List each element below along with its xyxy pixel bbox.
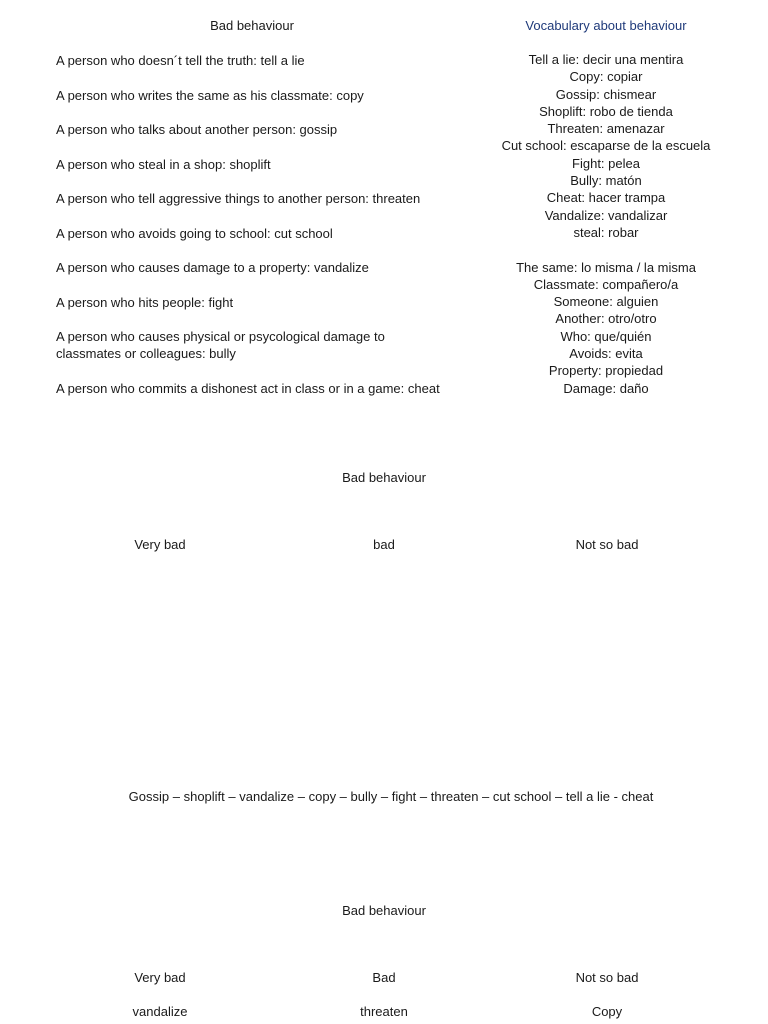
vocabulary-item: Who: que/quién: [560, 328, 652, 344]
definitions-list: [56, 52, 456, 397]
vocabulary-item: Classmate: compañero/a: [533, 276, 679, 292]
definition-item: A person who tell aggressive things to another person: threaten: [56, 191, 421, 206]
definitions-column: [56, 17, 456, 414]
definition-item: A person who steal in a shop: shoplift: [56, 156, 271, 172]
answer-not-so-bad: Copy: [591, 1004, 623, 1019]
vocabulary-item: Fight: pelea: [572, 155, 640, 171]
definition-item: A person who hits people: fight: [56, 294, 234, 310]
vocabulary-item: Someone: alguien: [553, 294, 659, 310]
vocabulary-item: steal: robar: [573, 224, 639, 240]
category-bad: Bad: [372, 970, 396, 985]
section2-title: Bad behaviour: [342, 903, 426, 918]
vocabulary-item: Copy: copiar: [569, 69, 643, 85]
definition-item: A person who doesn´t tell the truth: tell a lie: [56, 53, 305, 68]
definition-item: A person who commits a dishonest act in class or in a game: cheat: [56, 380, 440, 396]
vocabulary-item: Cut school: escaparse de la escuela: [501, 138, 711, 154]
definition-item: A person who writes the same as his classmate: copy: [56, 87, 364, 103]
category-very-bad: Very bad: [134, 970, 186, 985]
definition-item: A person who avoids going to school: cut school: [56, 225, 333, 241]
definition-item: A person who talks about another person: gossip: [56, 122, 338, 137]
category-not-so-bad: Not so bad: [575, 537, 639, 552]
category-very-bad: Very bad: [134, 537, 186, 552]
definitions-title: Bad behaviour: [210, 18, 294, 33]
vocabulary-item: Gossip: chismear: [555, 86, 657, 102]
vocabulary-list: [486, 51, 726, 397]
definition-item: A person who causes physical or psycological damage to classmates or colleagues: bully: [56, 329, 385, 361]
word-bank: Gossip – shoplift – vandalize – copy – bully – fight – threaten – cut school – tell a lie - cheat: [128, 789, 654, 804]
category-not-so-bad: Not so bad: [575, 970, 639, 985]
vocabulary-item: Threaten: amenazar: [547, 121, 665, 137]
vocabulary-item: Shoplift: robo de tienda: [539, 103, 673, 119]
vocabulary-item: Vandalize: vandalizar: [544, 207, 668, 223]
vocabulary-item: Property: propiedad: [548, 363, 664, 379]
vocabulary-item: Cheat: hacer trampa: [546, 190, 666, 206]
answer-very-bad: vandalize: [132, 1004, 188, 1019]
vocabulary-item: Another: otro/otro: [555, 311, 657, 327]
category-bad: bad: [373, 537, 395, 552]
vocabulary-title: Vocabulary about behaviour: [525, 18, 687, 33]
vocabulary-item: The same: lo misma / la misma: [516, 259, 696, 275]
vocabulary-item: Bully: matón: [570, 173, 642, 189]
vocabulary-spacer: [486, 241, 726, 258]
vocabulary-item: Avoids: evita: [569, 346, 643, 362]
section1-title: Bad behaviour: [342, 470, 426, 485]
vocabulary-column: [486, 17, 726, 397]
vocabulary-item: Damage: daño: [563, 380, 649, 396]
definition-item: A person who causes damage to a property: vandalize: [56, 260, 369, 275]
vocabulary-item: Tell a lie: decir una mentira: [528, 52, 684, 67]
answer-bad: threaten: [360, 1004, 408, 1019]
